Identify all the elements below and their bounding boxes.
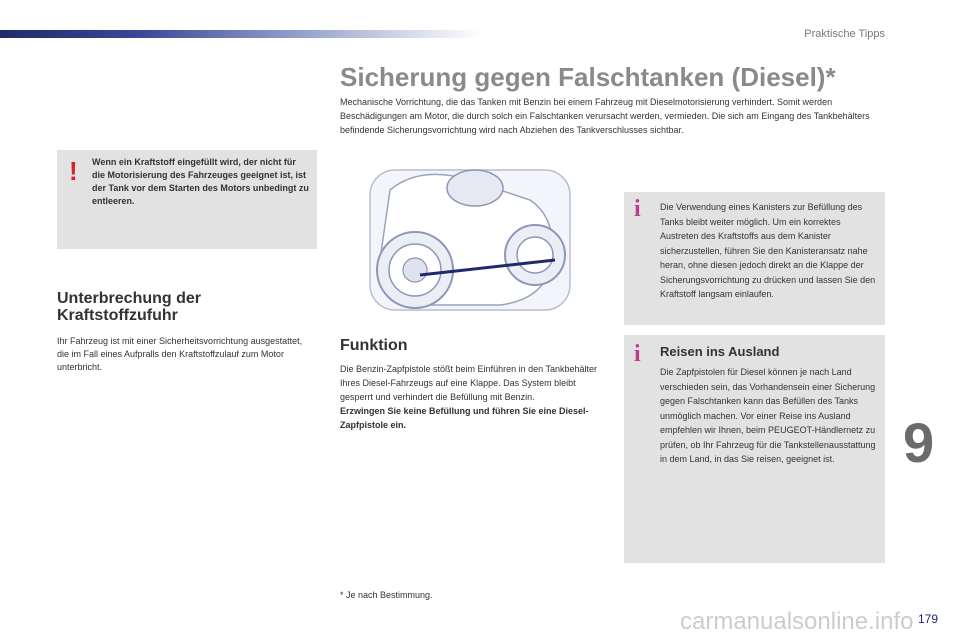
page-number: 179 <box>917 612 938 626</box>
section-label: Praktische Tipps <box>804 28 885 40</box>
function-text <box>340 362 610 432</box>
abroad-text: Die Zapfpistolen für Diesel können je nach Land verschieden sein, das Vorhandensein einer Sicherung gegen Falschtanken kann das Befüllen des Tanks unmöglich machen. Vor einer Reise ins Ausland empfehlen wir Ihnen, beim PEUGEOT-Händlernetz zu prüfen, ob Ihr Fahrzeug für die Tankstellenausstattung in dem Land, in das Sie reisen, geeignet ist. <box>660 367 876 464</box>
page-title: Sicherung gegen Falschtanken (Diesel)* <box>340 62 836 92</box>
warning-text: Wenn ein Kraftstoff eingefüllt wird, der nicht für die Motorisierung des Fahrzeuges geeignet ist, ist der Tank vor dem Starten des Motors unbedingt zu entleeren. <box>92 157 309 206</box>
function-heading: Funktion <box>340 337 408 354</box>
info-icon: i <box>634 196 641 222</box>
fuel-cutoff-heading: Unterbrechung der Kraftstoffzufuhr <box>57 290 202 324</box>
header-gradient-bar <box>0 30 480 38</box>
intro-text: Mechanische Vorrichtung, die das Tanken mit Benzin bei einem Fahrzeug mit Dieselmotorisierung verhindert. Somit werden Beschädigungen am Motor, die durch solch ein Falschtanken verursacht werden, vermieden. Die sich am Eingang des Tankbehälters befindende Sicherungsvorrichtung wird nach Abziehen des Tankverschlusses sichtbar. <box>340 97 870 135</box>
function-bold-text: Erzwingen Sie keine Befüllung und führen Sie eine Diesel-Zapfpistole ein. <box>340 406 589 430</box>
exclamation-icon: ! <box>69 156 78 186</box>
footnote: * Je nach Bestimmung. <box>340 590 433 600</box>
info-box-canister <box>624 192 885 325</box>
fuel-filler-illustration <box>330 160 610 320</box>
info-box-abroad <box>624 335 885 563</box>
info-canister-text: Die Verwendung eines Kanisters zur Befüllung des Tanks bleibt weiter möglich. Um ein korrektes Austreten des Kraftstoffs aus dem Kanister sicherzustellen, führen Sie den Kanisteransatz nahe heran, ohne diesen jedoch direkt an die Klappe der Sicherungsvorrichtung zu drücken und lassen Sie den Kraftstoff langsam einlaufen. <box>660 202 876 299</box>
watermark: carmanualsonline.info <box>680 608 914 635</box>
chapter-number: 9 <box>903 411 935 474</box>
fuel-cutoff-text: Ihr Fahrzeug ist mit einer Sicherheitsvorrichtung ausgestattet, die im Fall eines Aufpralls den Kraftstoffzulauf zum Motor unterbricht. <box>57 336 303 372</box>
function-body: Die Benzin-Zapfpistole stößt beim Einführen in den Tankbehälter Ihres Diesel-Fahrzeugs auf eine Klappe. Das System bleibt gesperrt und verhindert die Befüllung mit Benzin. <box>340 364 597 402</box>
abroad-heading: Reisen ins Ausland <box>660 344 780 359</box>
info-icon: i <box>634 341 641 367</box>
warning-box <box>57 150 317 249</box>
